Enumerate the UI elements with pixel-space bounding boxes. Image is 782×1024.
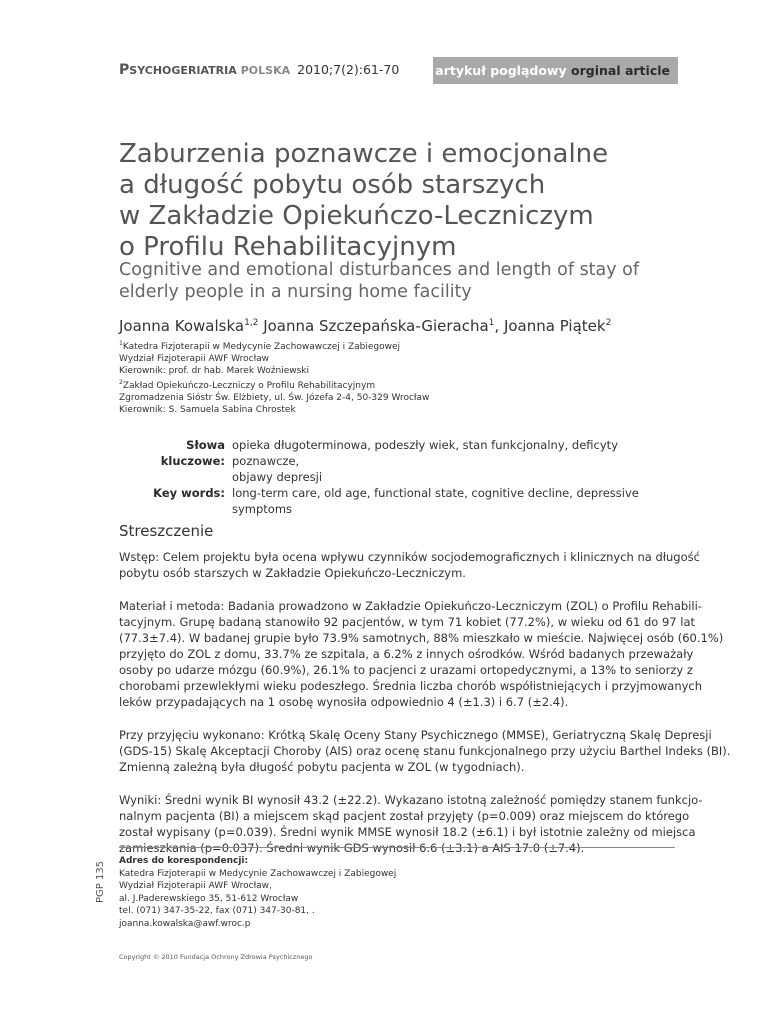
author-affiliation-sup: 2 xyxy=(605,318,612,328)
affiliations xyxy=(119,338,429,416)
author-list xyxy=(119,317,611,335)
author-name: Joanna Piątek xyxy=(503,317,606,335)
title-pl-line: w Zakładzie Opiekuńczo-Leczniczym xyxy=(119,201,594,231)
title-english xyxy=(119,259,639,303)
title-pl-line: a długość pobytu osób starszych xyxy=(119,170,546,200)
affiliation-line: Kierownik: prof. dr hab. Marek Woźniewski xyxy=(119,366,310,376)
footer-divider xyxy=(119,847,675,848)
author-affiliation-sup: 1,2 xyxy=(244,318,259,328)
affiliation-line: Kierownik: S. Samuela Sabina Chrostek xyxy=(119,405,296,415)
title-en-line: Cognitive and emotional disturbances and length of stay of xyxy=(119,260,640,280)
title-en-line: elderly people in a nursing home facility xyxy=(119,282,472,302)
abstract-paragraph: Przy przyjęciu wykonano: Krótką Skalę Oceny Stany Psychicznego (MMSE), Geriatryczną Skalę Depresji (GDS-15) Skalę Akceptacji Choroby (AIS) oraz ocenę stanu funkcjonalnego przy użyciu Barthel Indeks (BI). Zmienną zależną była długość pobytu pacjenta w ZOL (w tygodniach). xyxy=(119,728,731,774)
abstract-paragraph: Wyniki: Średni wynik BI wynosił 43.2 (±22.2). Wykazano istotną zależność pomiędzy stanem funkcjo- nalnym pacjenta (BI) a miejscem skąd pacjent został przyjęty (p=0.009) oraz miejscem do którego został wypisany (p=0.039). Średni wynik MMSE wynosił 18.2 (±6.1) i był istotnie zależny od miejsca zamieszkania (p=0.037). Średni wynik GDS wynosił 6.6 (±3.1) a AIS 17.0 (±7.4). xyxy=(119,793,703,855)
correspondence-line: tel. (071) 347-35-22, fax (071) 347-30-81, . xyxy=(119,906,315,916)
correspondence-line: al. J.Paderewskiego 35, 51-612 Wrocław xyxy=(119,893,299,904)
author-name: Joanna Kowalska xyxy=(119,317,245,335)
journal-header xyxy=(119,62,399,78)
copyright-notice: Copyright © 2010 Fundacja Ochrony Zdrowia Psychicznego xyxy=(119,953,313,961)
abstract-body xyxy=(119,549,731,856)
abstract-paragraph: Wstęp: Celem projektu była ocena wpływu czynników socjodemograficznych i klinicznych na długość pobytu osób starszych w Zakładzie Opiekuńczo-Leczniczym. xyxy=(119,550,700,580)
abstract-heading: Streszczenie xyxy=(119,522,214,540)
keywords-en-text: long-term care, old age, functional state, cognitive decline, depressive symptoms xyxy=(232,486,639,516)
keywords-block xyxy=(119,437,679,517)
journal-citation: 2010;7(2):61-70 xyxy=(297,62,400,77)
author-separator: , xyxy=(494,317,504,335)
correspondence-heading: Adres do korespondencji: xyxy=(119,856,249,866)
keywords-en-label: Key words: xyxy=(153,486,225,500)
page-mark: PGP 135 xyxy=(95,860,106,903)
journal-name-sycho: SYCHO xyxy=(129,64,172,77)
abstract-paragraph: Materiał i metoda: Badania prowadzono w Zakładzie Opiekuńczo-Leczniczym (ZOL) o Profilu Rehabili- tacyjnym. Grupę badaną stanowiło 92 pacjentów, w tym 71 kobiet (77.2%), w wieku od 61 do 97 lat (77.3±7.4). W badanej grupie było 73.9% samotnych, 88% mieszkało w mieście. Najwięcej osób (60.1%) przyjęto do ZOL z domu, 33.7% ze szpitala, a 6.2% z innych ośrodków. Wśród badanych przeważały osoby po udarze mózgu (60.9%), 26.1% to pacjenci z urazami ortopedycznymi, a 13% to seniorzy z chorobami przewlekłymi wieku podeszłego. Średnia liczba chorób współistniejących i przyjmowanych leków przypadających na 1 osobę wynosiła odpowiednio 4 (±1.3) i 6.7 (±2.4). xyxy=(119,599,724,709)
keywords-en-row xyxy=(119,485,679,517)
affiliation-line: Wydział Fizjoterapii AWF Wrocław xyxy=(119,354,270,364)
correspondence-line: Wydział Fizjoterapii AWF Wrocław, xyxy=(119,881,272,891)
article-type-box xyxy=(433,57,678,84)
journal-name-geriatria: GERIATRIA xyxy=(171,64,237,77)
author-affiliation-sup: 1 xyxy=(488,318,495,328)
journal-name-p: P xyxy=(119,62,130,78)
affiliation-line: Zgromadzenia Sióstr Św. Elżbiety, ul. Św. Józefa 2-4, 50-329 Wrocław xyxy=(119,393,430,403)
affiliation-line: $^1$Katedra Fizjoterapii w Medycynie Zachowawczej i Zabiegowej xyxy=(119,340,401,352)
title-polish xyxy=(119,139,608,263)
correspondence-block xyxy=(119,855,396,930)
journal-name-polska: POLSKA xyxy=(240,64,291,77)
keywords-pl-label: Słowa kluczowe: xyxy=(160,438,225,468)
correspondence-line: Katedra Fizjoterapii w Medycynie Zachowawczej i Zabiegowej xyxy=(119,868,397,879)
article-type-pl: artykuł poglądowy xyxy=(435,63,567,78)
title-pl-line: Zaburzenia poznawcze i emocjonalne xyxy=(119,139,609,169)
author-name: Joanna Szczepańska-Gieracha xyxy=(263,317,489,335)
keywords-pl-row xyxy=(119,437,679,485)
article-type-en: orginal article xyxy=(571,63,670,78)
affiliation-line: $^2$Zakład Opiekuńczo-Leczniczy o Profilu Rehabilitacyjnym xyxy=(119,379,376,391)
correspondence-email: joanna.kowalska@awf.wroc.p xyxy=(119,918,251,929)
keywords-pl-text: opieka długoterminowa, podeszły wiek, stan funkcjonalny, deficyty poznawcze, objawy depresji xyxy=(232,438,618,484)
title-pl-line: o Profilu Rehabilitacyjnym xyxy=(119,232,457,262)
